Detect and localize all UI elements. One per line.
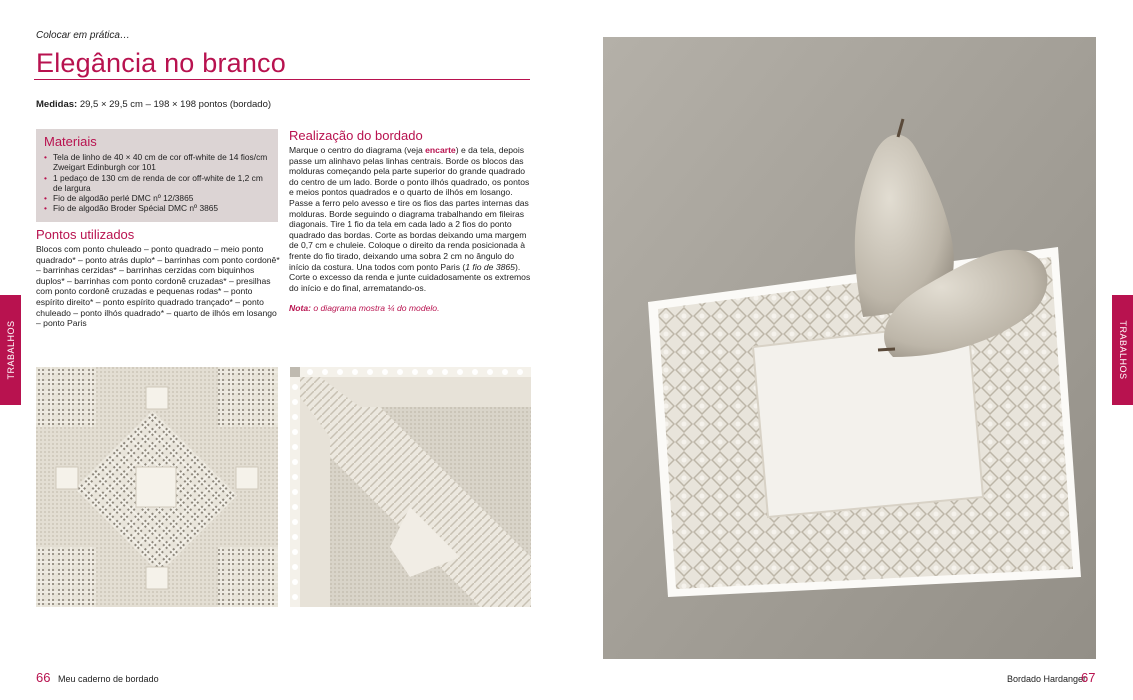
embroidery-text bbox=[289, 145, 531, 293]
closeup-embroidery-image bbox=[36, 367, 278, 607]
embroidery-text-3: ). Corte o excesso da renda e junte cuidadosamente os extremos do início e do final, arrematando-os. bbox=[289, 261, 531, 293]
doily-with-pears-image bbox=[603, 37, 1096, 659]
section-tab-label: TRABALHOS bbox=[5, 320, 16, 380]
measures bbox=[36, 99, 271, 110]
materials-item: • Tela de linho de 40 × 40 cm de cor off-white de 14 fios/cm Zweigart Edinburgh cor 101 bbox=[44, 152, 270, 173]
running-title-right: Bordado Hardanger bbox=[1007, 674, 1087, 684]
diagram-note bbox=[289, 303, 531, 314]
note-text: o diagrama mostra ¼ do modelo. bbox=[310, 303, 440, 314]
title-divider bbox=[34, 79, 530, 80]
running-title-left: Meu caderno de bordado bbox=[58, 674, 159, 684]
section-kicker: Colocar em prática… bbox=[36, 30, 130, 41]
embroidery-text-1: Marque o centro do diagrama (veja bbox=[289, 145, 426, 155]
detail-photo-closeup bbox=[36, 367, 278, 607]
embroidery-section bbox=[289, 128, 531, 314]
encarte-link: encarte bbox=[425, 145, 456, 155]
embroidery-text-2: ) e da tela, depois passe um alinhavo pelas linhas centrais. Borde os blocos das molduras começando pela parte superior do grande quadrado do centro de um lado. Borde o ponto ilhós quadrado, os pontos e meios pontos quadrados e o quarto de ilhós em losango. Passe a ferro pelo avesso e tire os fios das partes internas das molduras. Borde seguindo o diagrama trabalhando em fileiras diagonais. Tire 1 fio da tela em cada lado a 2 fios do ponto quadrado das bordas. Corte as bordas deixando uma margem de 0,7 cm e chuleie. Coloque o direito da renda posicionada à frente do fio tirado, deixando uma sobra 2 cm no ângulo do início da costura. Una todos com ponto Paris ( bbox=[289, 145, 530, 272]
section-tab-right bbox=[1112, 295, 1133, 405]
main-photo-doily bbox=[603, 37, 1096, 659]
materials-item: • Fio de algodão Broder Spécial DMC nº 3865 bbox=[44, 203, 270, 213]
materials-box bbox=[36, 129, 278, 222]
thread-note: 1 fio de 3865 bbox=[465, 261, 515, 272]
measures-value: 29,5 × 29,5 cm – 198 × 198 pontos (bordado) bbox=[77, 99, 272, 110]
note-label: Nota: bbox=[289, 303, 311, 314]
measures-label: Medidas: bbox=[36, 99, 78, 110]
stitches-text: Blocos com ponto chuleado – ponto quadrado – meio ponto quadrado* – ponto atrás duplo* – barrinhas com ponto cordonê* – barrinhas cerzidas* – barrinhas cerzidas com biquinhos duplos* – barrinhas com ponto cordonê cruzadas* – presilhas com ponto cordonê cruzadas e pequenas rodas* – ponto espírito direito* – ponto espírito quadrado trançado* – ponto chuleado – ponto ilhós quadrado* – quarto de ilhós em losango – ponto Paris bbox=[36, 244, 280, 329]
page-title: Elegância no branco bbox=[36, 48, 286, 78]
materials-list bbox=[44, 152, 270, 214]
page-number-right: 67 bbox=[1081, 670, 1096, 685]
detail-photo-corner bbox=[290, 367, 531, 607]
embroidery-heading: Realização do bordado bbox=[289, 128, 423, 143]
corner-lace-image bbox=[290, 367, 531, 607]
stitches-heading: Pontos utilizados bbox=[36, 227, 135, 242]
materials-heading: Materiais bbox=[44, 134, 97, 149]
page-number-left: 66 bbox=[36, 670, 51, 685]
section-tab-label: TRABALHOS bbox=[1117, 320, 1128, 380]
stitches-section bbox=[36, 227, 280, 329]
materials-item: • Fio de algodão perlé DMC nº 12/3865 bbox=[44, 193, 270, 203]
section-tab-left bbox=[0, 295, 21, 405]
materials-item: • 1 pedaço de 130 cm de renda de cor off-white de 1,2 cm de largura bbox=[44, 173, 270, 194]
